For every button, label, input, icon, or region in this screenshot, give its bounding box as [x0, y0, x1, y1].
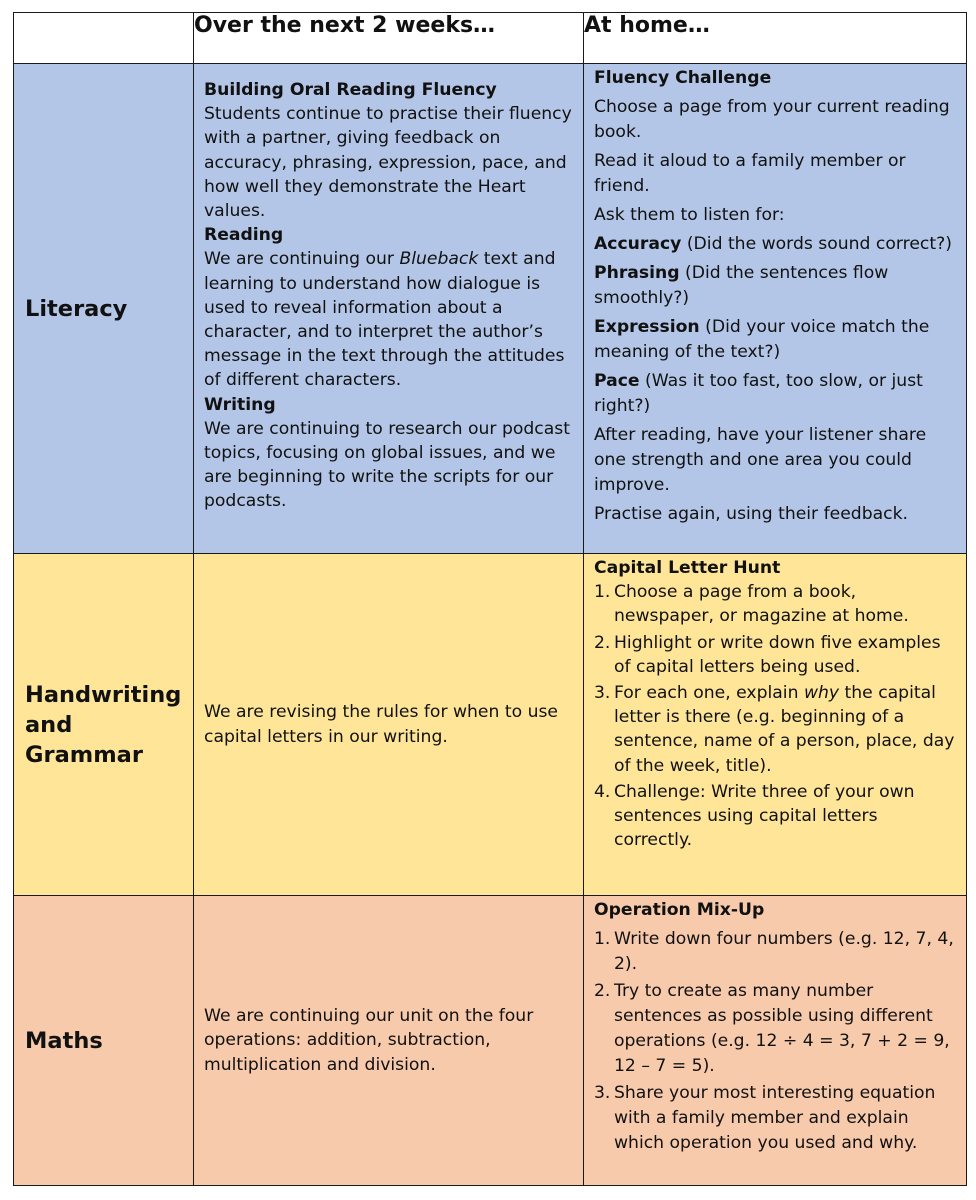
step-number: 3.: [594, 683, 611, 704]
listen-term: Pace: [594, 371, 640, 391]
step-text: Highlight or write down five examples of capital letters being used.: [614, 632, 941, 677]
step-number: 2.: [594, 981, 611, 1001]
operation-mix-up-title: Operation Mix-Up: [594, 900, 765, 920]
step-number: 3.: [594, 1083, 611, 1103]
step-emphasis: why: [803, 683, 840, 704]
listen-term: Expression: [594, 317, 700, 337]
step-text: Write down four numbers (e.g. 12, 7, 4, 2).: [614, 929, 954, 974]
literacy-row: [14, 64, 967, 554]
maths-overview: We are continuing our unit on the four operations: addition, subtraction, multiplication and division.: [194, 896, 584, 1186]
step-text: Choose a page from a book, newspaper, or magazine at home.: [614, 582, 909, 627]
home-paragraph: Choose a page from your current reading book.: [594, 97, 950, 142]
step-number: 1.: [594, 582, 611, 603]
listen-item: [594, 369, 960, 419]
handwriting-overview: We are revising the rules for when to use capital letters in our writing.: [194, 554, 584, 896]
header-subject-cell: [14, 13, 194, 64]
listen-desc: (Did the sentences flow smoothly?): [594, 263, 889, 308]
listen-term: Phrasing: [594, 263, 680, 283]
subject-line: Handwriting: [25, 681, 182, 708]
reading-heading: Reading: [204, 225, 284, 246]
listen-desc: (Did your voice match the meaning of the text?): [594, 317, 930, 362]
list-item: [594, 1081, 960, 1156]
capital-letter-hunt-title: Capital Letter Hunt: [594, 558, 781, 578]
weekly-plan-table: [13, 12, 967, 1186]
reading-text: [204, 247, 575, 392]
handwriting-home-activity: [584, 554, 967, 896]
step-number: 1.: [594, 929, 611, 949]
step-number: 4.: [594, 781, 611, 802]
literacy-home-activity: [584, 64, 967, 554]
home-paragraph: Ask them to listen for:: [594, 205, 785, 225]
fluency-text: Students continue to practise their fluency with a partner, giving feedback on accuracy, phrasing, expression, pace, and how well they demonstrate the Heart values.: [204, 104, 572, 222]
list-item: [594, 927, 960, 977]
list-item: [594, 580, 960, 628]
listen-item: [594, 261, 960, 311]
header-at-home: At home…: [584, 13, 967, 64]
maths-home-activity: [584, 896, 967, 1186]
header-row: [14, 13, 967, 64]
handwriting-row: [14, 554, 967, 896]
list-item: [594, 979, 960, 1079]
listen-term: Accuracy: [594, 234, 682, 254]
reading-book-title: Blueback: [399, 249, 479, 270]
list-item: [594, 631, 960, 679]
subject-maths: Maths: [14, 896, 194, 1186]
subject-line: Grammar: [25, 741, 143, 768]
writing-heading: Writing: [204, 394, 276, 415]
literacy-overview: [194, 64, 584, 554]
capital-hunt-steps: [594, 580, 960, 852]
subject-handwriting-grammar: [14, 554, 194, 896]
fluency-heading: Building Oral Reading Fluency: [204, 80, 497, 100]
listen-item: [594, 232, 960, 257]
step-text: Try to create as many number sentences as possible using different operations (e.g. 12 ÷ 4 = 3, 7 + 2 = 9, 12 – 7 = 5).: [614, 981, 950, 1076]
subject-literacy: Literacy: [14, 64, 194, 554]
list-item: [594, 780, 960, 853]
reading-text-part: text and learning to understand how dialogue is used to reveal information about a character, and to interpret the author’s message in the text through the attitudes of different characters.: [204, 249, 565, 391]
step-text: the capital letter is there (e.g. beginning of a sentence, name of a person, place, day of the week, title).: [614, 683, 955, 776]
writing-text: We are continuing to research our podcast topics, focusing on global issues, and we are beginning to write the scripts for our podcasts.: [204, 418, 570, 512]
operation-steps: [594, 927, 960, 1156]
listen-desc: (Was it too fast, too slow, or just right?): [594, 371, 923, 416]
step-text: For each one, explain: [614, 683, 804, 704]
step-text: Challenge: Write three of your own sentences using capital letters correctly.: [614, 781, 915, 851]
home-paragraph: After reading, have your listener share one strength and one area you could improve.: [594, 425, 927, 495]
list-item: [594, 681, 960, 778]
subject-line: and: [25, 711, 73, 738]
step-number: 2.: [594, 632, 611, 653]
header-next-weeks: Over the next 2 weeks…: [194, 13, 584, 64]
home-paragraph: Read it aloud to a family member or friend.: [594, 151, 906, 196]
reading-text-part: We are continuing our: [204, 249, 400, 270]
listen-item: [594, 315, 960, 365]
fluency-challenge-title: Fluency Challenge: [594, 68, 772, 88]
maths-row: [14, 896, 967, 1186]
listen-desc: (Did the words sound correct?): [681, 234, 952, 254]
home-paragraph: Practise again, using their feedback.: [594, 504, 909, 524]
step-text: Share your most interesting equation with a family member and explain which operation you used and why.: [614, 1083, 936, 1153]
